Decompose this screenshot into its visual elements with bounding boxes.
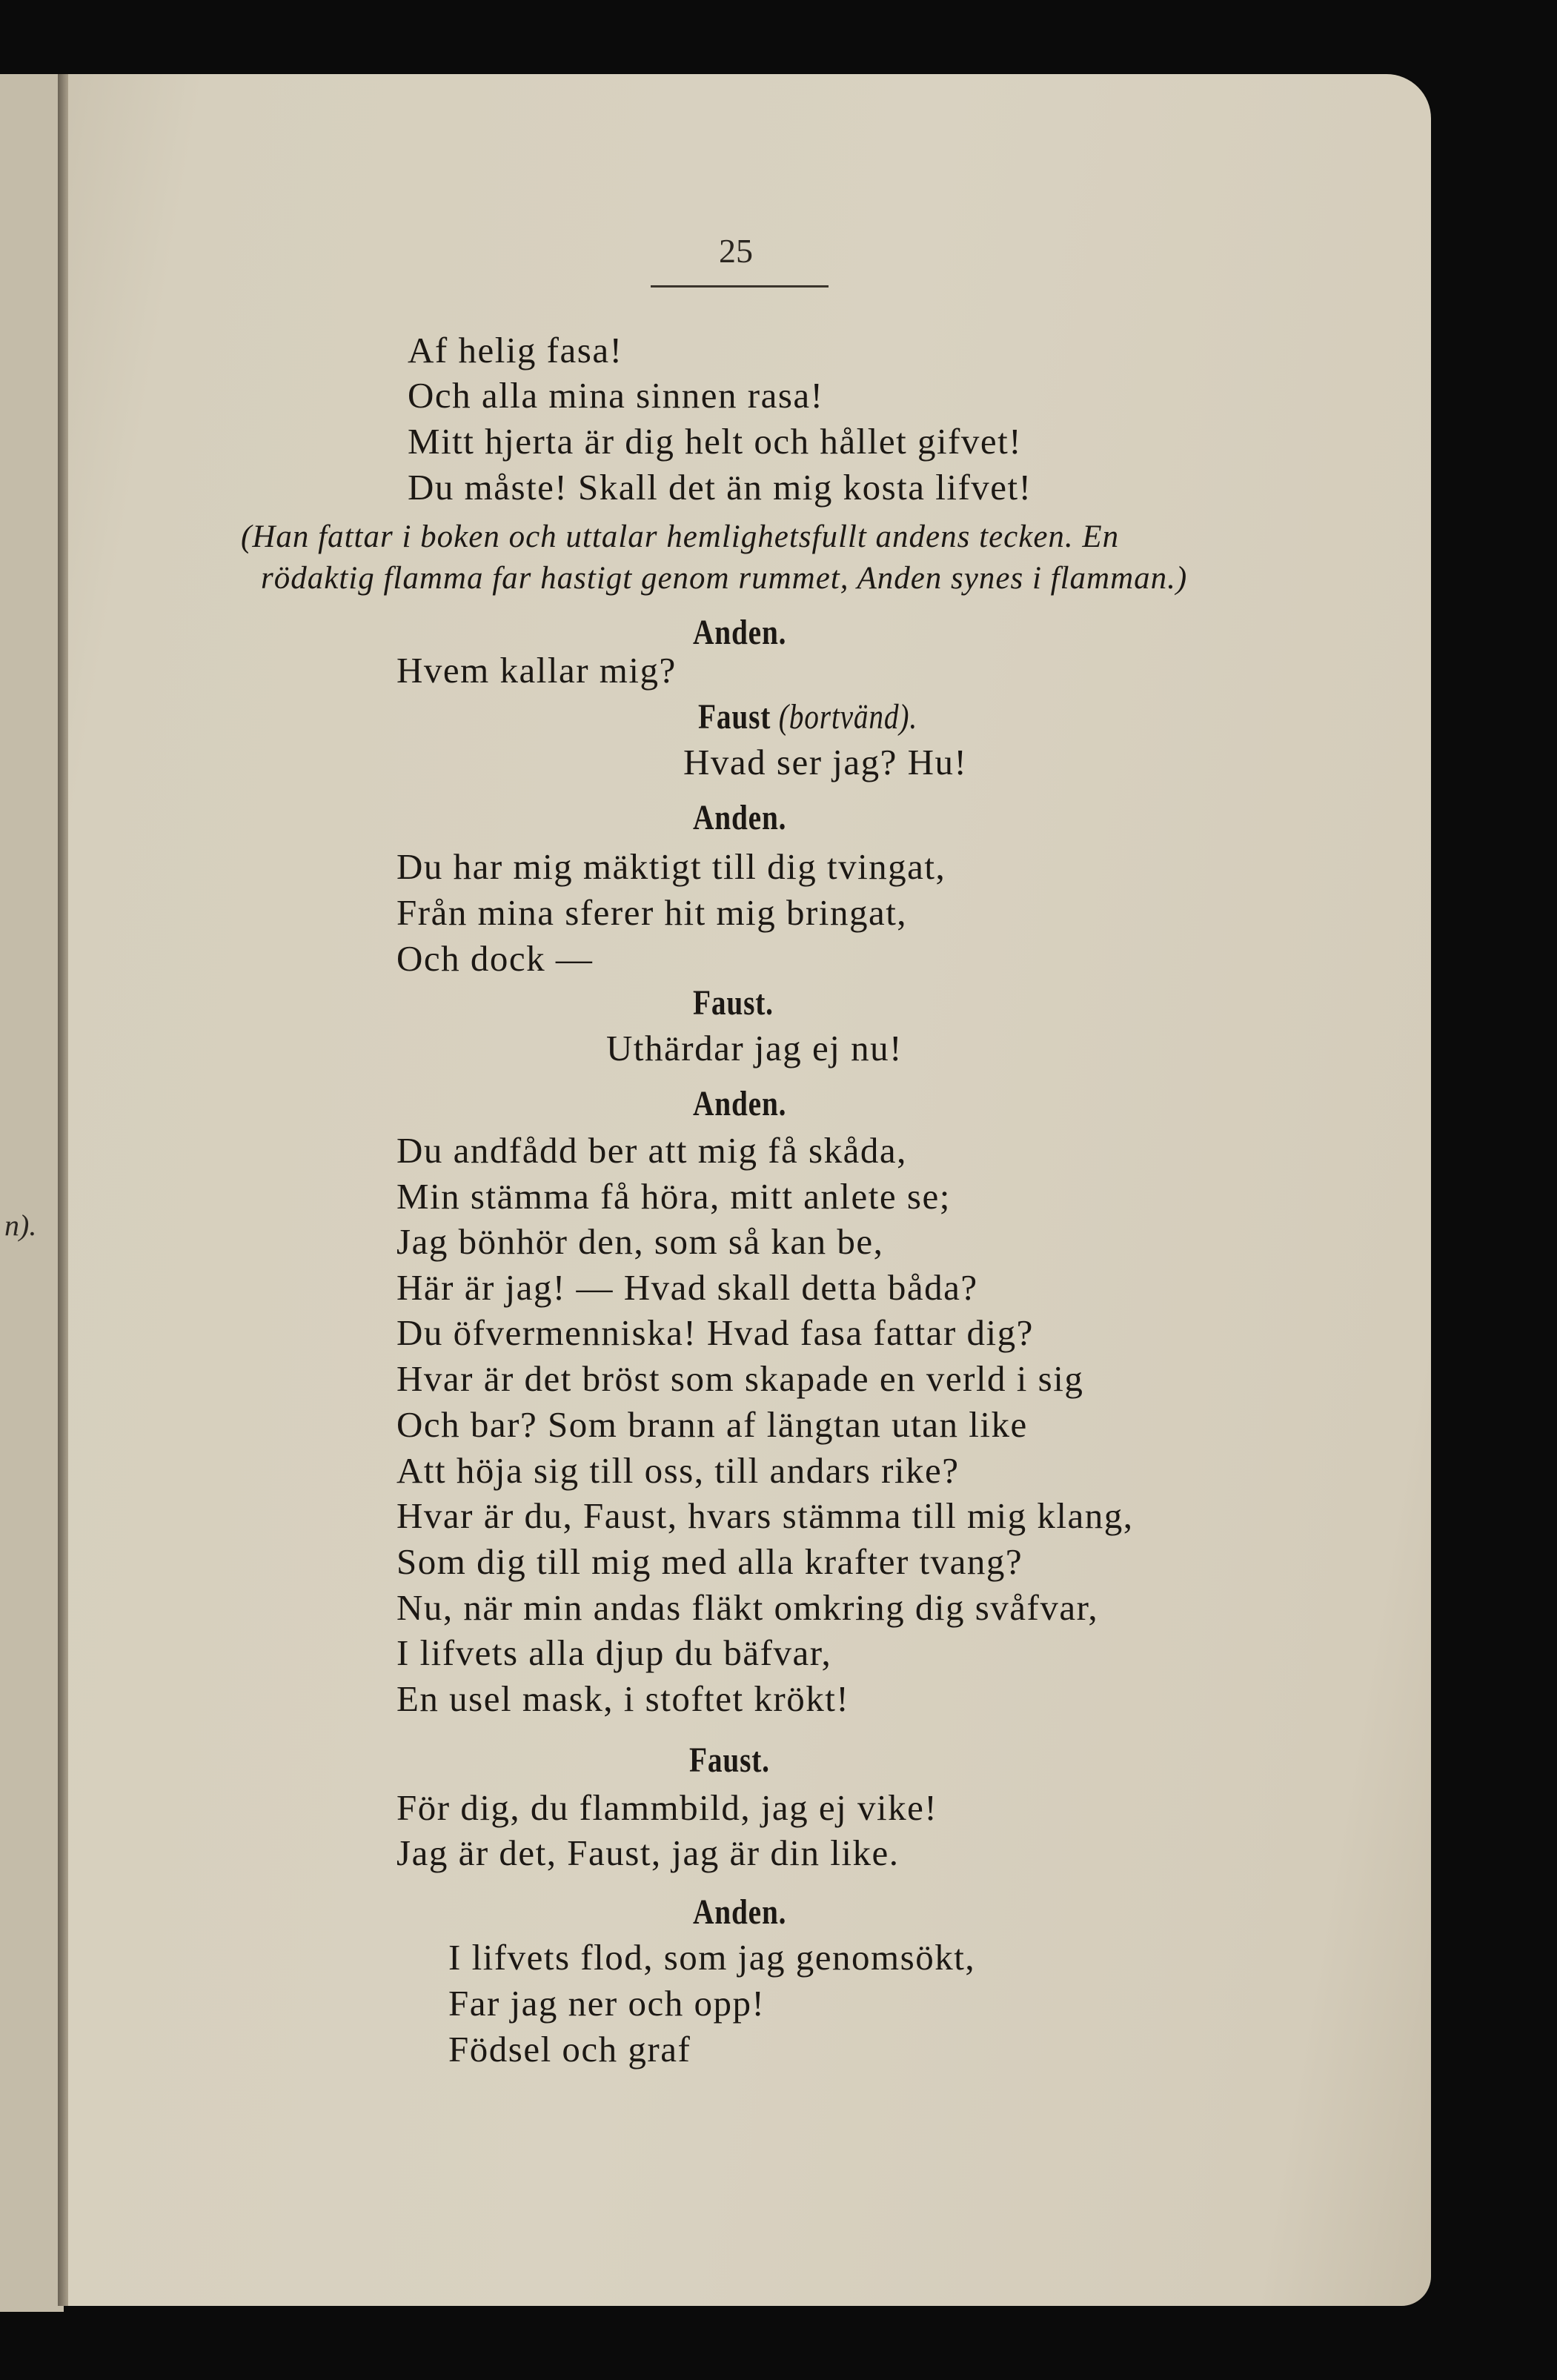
dialogue-line: För dig, du flammbild, jag ej vike! bbox=[396, 1787, 938, 1828]
speaker-heading-anden: Anden. bbox=[693, 1084, 787, 1123]
dialogue-line: Från mina sferer hit mig bringat, bbox=[396, 892, 908, 933]
dialogue-line: Hvar är det bröst som skapade en verld i sig bbox=[396, 1358, 1084, 1399]
dialogue-line: Här är jag! — Hvad skall detta båda? bbox=[396, 1267, 978, 1308]
dialogue-line: Du andfådd ber att mig få skåda, bbox=[396, 1130, 907, 1171]
dialogue-line: Hvar är du, Faust, hvars stämma till mig klang, bbox=[396, 1495, 1134, 1536]
dialogue-line: Och bar? Som brann af längtan utan like bbox=[396, 1404, 1028, 1445]
verse-line: Mitt hjerta är dig helt och hållet gifvet! bbox=[408, 421, 1023, 462]
dialogue-line: Jag är det, Faust, jag är din like. bbox=[396, 1832, 900, 1873]
dialogue-line: Födsel och graf bbox=[448, 2029, 691, 2070]
speaker-heading-faust: Faust. bbox=[689, 1741, 770, 1780]
speaker-name: Faust bbox=[698, 697, 771, 737]
speaker-heading-faust bbox=[698, 697, 917, 737]
dialogue-line: En usel mask, i stoftet krökt! bbox=[396, 1678, 850, 1719]
dialogue-line: Att höja sig till oss, till andars rike? bbox=[396, 1450, 960, 1491]
speaker-heading-faust: Faust. bbox=[693, 983, 774, 1023]
dialogue-line: Min stämma få höra, mitt anlete se; bbox=[396, 1176, 951, 1217]
dialogue-line: Jag bönhör den, som så kan be, bbox=[396, 1221, 884, 1262]
verse-line: Af helig fasa! bbox=[408, 330, 623, 370]
dialogue-line: Uthärdar jag ej nu! bbox=[606, 1028, 903, 1068]
speaker-heading-anden: Anden. bbox=[693, 1892, 787, 1932]
dialogue-line: Hvad ser jag? Hu! bbox=[683, 742, 968, 782]
header-rule bbox=[651, 285, 829, 287]
dialogue-line: Hvem kallar mig? bbox=[396, 650, 677, 691]
dialogue-line: I lifvets flod, som jag genomsökt, bbox=[448, 1937, 976, 1978]
stage-direction-line: rödaktig flamma far hastigt genom rummet, Anden synes i flamman.) bbox=[261, 561, 1188, 596]
book-binding bbox=[58, 74, 68, 2306]
previous-page-text: n). bbox=[4, 1209, 37, 1242]
dialogue-line: Som dig till mig med alla krafter tvang? bbox=[396, 1541, 1023, 1582]
previous-page-edge bbox=[0, 74, 64, 2312]
stage-aside: (bortvänd). bbox=[778, 697, 918, 737]
dialogue-line: Far jag ner och opp! bbox=[448, 1983, 766, 2024]
speaker-heading-anden: Anden. bbox=[693, 798, 787, 837]
dialogue-line: Nu, när min andas fläkt omkring dig svåfvar, bbox=[396, 1587, 1099, 1628]
page-number: 25 bbox=[719, 232, 753, 270]
dialogue-line: Du öfvermenniska! Hvad fasa fattar dig? bbox=[396, 1312, 1034, 1353]
verse-line: Du måste! Skall det än mig kosta lifvet! bbox=[408, 467, 1032, 508]
verse-line: Och alla mina sinnen rasa! bbox=[408, 375, 824, 416]
dialogue-line: Du har mig mäktigt till dig tvingat, bbox=[396, 846, 946, 887]
speaker-heading-anden: Anden. bbox=[693, 613, 787, 652]
stage-direction-line: (Han fattar i boken och uttalar hemlighetsfullt andens tecken. En bbox=[241, 519, 1120, 554]
dialogue-line: Och dock — bbox=[396, 938, 594, 979]
dialogue-line: I lifvets alla djup du bäfvar, bbox=[396, 1632, 832, 1673]
